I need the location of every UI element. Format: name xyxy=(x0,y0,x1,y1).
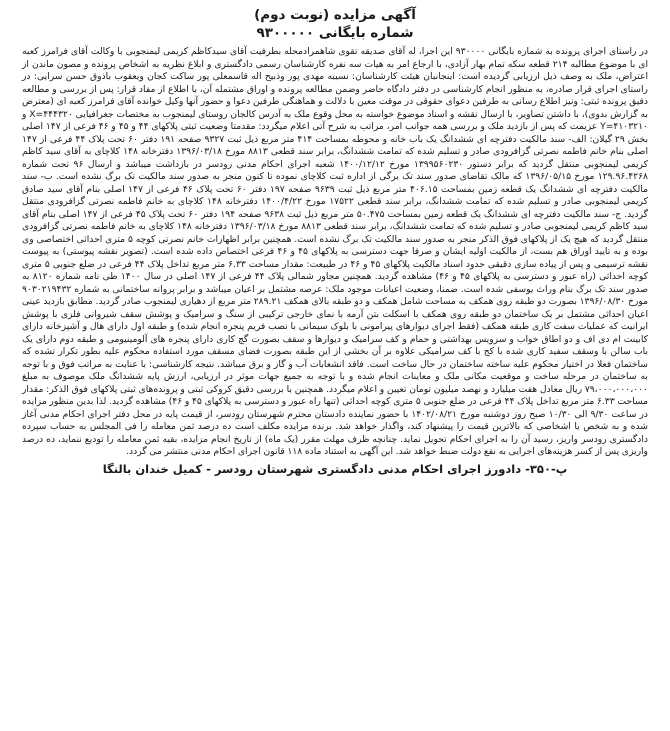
notice-file-number: شماره بایگانی ۹۳۰۰۰۰۰ xyxy=(256,25,414,41)
body-paragraph: در راستای اجرای پرونده به شماره بایگانی ۹۳۰۰۰۰ این اجرا، له آقای صدیقه تقوی شاهمرادمحله بطرفیت آقای سیدکاظم کریمی لیمنجوبی با وکالت آقای فرامرز کعبه ای با موضوع مطالبه ۲۱۴ قطعه سکه تمام بهار آزادی، با ارجاع امر به هیات سه نفره کارشناسان رسمی دادگستری و ابلاغ نظریه به اشخاص پرونده و مصون ماندن از اعتراض، ملک به وصف ذیل ارزیابی گردیده است: اینجانبان هیئت کارشناسان: نسیبه مهدی پور وذبیح اله قاسمعلی پور ساکت کجان ویعقوب باذوق حسن سرایی: در راستای اجرای قرار صادره، به منظور انجام کارشناسی در دفتر دادگاه حاضر وضمن مطالعه پرونده و اوراق مشتمله آن، با اطلاع از مفاد قرار: پس از بررسی و مطالعه دقیق پرونده ثبتی: ونیز اطلاع رسانی به طرفین دعوای حقوقی در موقت معین با دلالت و هماهنگی طرفین دعوا و حضور آنها وکیل خوانده آقای فرامرز کعبه ای (معترض به گزارش بدوی)، با داشتن تصاویر، با ارسال نقشه و اسناد موضوع خواسته به محل وقوع ملک به آدرس کالجان روستای لیمنجوب به مختصات جغرافیایی X=۴۴۴۳۲۰ و Y=۴۱۰۳۲۱۰ عزیمت که پس از بازدید ملک و بررسی همه جوانب امر، مراتب به شرح آتی اعلام میگردد: مقدمتا وضعیت ثبتی پلاکهای ۴۴ و ۴۵ و ۴۶ فرعی از ۱۴۷ اصلی بخش ۲۹ گیلان: الف- سند مالکیت دفترچه ای ششدانگ یک باب خانه و محوطه بمساحت ۴۱۴ متر مربع ذیل ثبت ۹۳۲۷ صفحه ۱۹۱ دفتر ۶۰ تحت پلاک ۴۴ فرعی از ۱۴۷ اصلی بنام خانم فاطمه نصرتی گزافرودی صادر و تسلیم شده که تمامت ششدانگ، برابر سند قطعی ۸۸۱۳ مورخ ۱۳۹۶/۰۳/۱۸ دفترخانه ۱۴۸ کلاچای به آقای سید کاظم کریمی لیمنجوبی منتقل گردید که برابر دستور ۱۳۹۹۵۶۰۲۳۰ مورخ ۱۴۰۰/۱۲/۱۲ شعبه اجرای احکام مدنی رودسر در بازداشت میباشد و ارسال ۹۶ تحت شماره ۱۲۹.۹۶.۴۲۶۸ مورخ ۱۳۹۶/۰۵/۱۵ که مالک تقاضای صدور سند تک برگی از اداره ثبت کلاچای نموده تا کنون منجر به صدور سند مالکیت تک برگ نشده است. ب- سند مالکیت دفترچه ای ششدانگ یک قطعه زمین بمساحت ۴۰۶.۱۵ متر مربع ذیل ثبت ۹۶۳۹ صفحه ۱۹۷ دفتر ۶۰ تحت پلاک ۴۶ فرعی از ۱۴۷ اصلی بنام آقای سید صادق کریمی لیمنجوبی صادر و تسلیم شده که تمامت ششدانگ، برابر سند قطعی ۱۷۵۲۲ مورخ ۱۴۰۰/۴/۲۲ دفترخانه ۱۴۸ کلاچای به خانم فاطمه نصرتی گزافرودی منتقل گردید. ج- سند مالکیت دفترچه ای ششدانگ یک قطعه زمین بمساحت ۵۰.۴۷۵ متر مربع ذیل ثبت ۹۶۳۸ صفحه ۱۹۴ دفتر ۶۰ تحت پلاک ۴۵ فرعی از ۱۴۷ اصلی بنام آقای سید کاظم کریمی لیمنجوبی صادر و تسلیم شده که تمامت ششدانگ، برابر سند قطعی ۸۸۱۳ مورخ ۱۳۹۶/۰۳/۱۸ دفترخانه ۱۴۸ کلاچای به خانم فاطمه نصرتی گزافرودی منتقل گردید که هیچ یک از پلاکهای فوق الذکر منجر به صدور سند مالکیت تک برگ نشده است. همچنین برابر اظهارات خانم نصرتی کوچه ۵ متری احداثی اختصاصی وی بوده و به تایید اوراق هم بست، از مالکیت اولیه ایشان و صرفا جهت دسترسی به پلاکهای ۴۵ و ۴۶ فرعی اختصاص داده شده است. (تصویر نقشه پیوستی) به پیوست نقشه ترسیمی و پس از پیاده سازی دقیقی حدود اسناد مالکیت پلاکهای ۴۵ و ۴۶ در طبیعت: مقدار مساحت ۶.۳۳ متر مربع تداخل پلاک ۴۴ فرعی در ضلع جنوبی ۵ متری کوچه احداثی (راه عبور و دسترسی به پلاکهای ۴۵ و ۴۶) مشاهده گردید. همچنین مجاور شمالی پلاک ۴۴ فرعی از ۱۴۷ اصلی در سال ۱۴۰۰ طی نامه شماره ۸۱۲۰ به صدور سند تک برگ بنام وراث یوسفی شده است. ضمنا، وضعیت اعیانات موجود ملک: عرصه مشتمل بر اعیان میباشد و برابر پروانه ساختمانی به شماره ۹۰۳۰۲۱۹۴۳۲ مورخ ۱۳۹۶/۰۸/۳۰ بصورت دو طبقه روی همکف به مساحت شامل همکف و دو طبقه بالای همکف ۲۸۹.۲۱ متر مربع از دهیاری لیمنجوب صادر گردید. مطابق بازدید عینی اعیان احداثی مشتمل بر یک ساختمان دو طبقه روی همکف با اسکلت بتن آرمه با نمای خارجی ترکیبی از سنگ و سرامیک و پوشش سقف شیروانی فلزی با پوشش ایرانیت که عملیات سفت کاری طبقه همکف (فقط اجرای دیوارهای پیرامونی با بلوک سیمانی با نصب فریم پنجره انجام شده) و طبقه اول دارای هال و آشپزخانه دارای کابینت ام دی اف و دو اطاق خواب و سرویس بهداشتی و حمام و کف سرامیک و دیوارها و سقف بصورت گچ کاری دارای پنجره های آلومینیومی و طبقه دوم دارای یک باب سالن با وسقف سفید کاری شده با کج با کف سرامیکی علاوه بر آن بخشی از این طبقه بصورت فضای مسقف مورد استفاده محکوم علیه بطور تکرار تشده که ساختمان فعلا در اختیار محکوم علیه ساخته ساختمان در حال ساخت است. فاقد انشعابات آب و گاز و برق میباشد. نتیجه کارشناسی: با عنایت به مراتب فوق و با توجه به ساختمان در مرحله ساخت و موقعیت مکانی ملک و معاینات انجام شده و با توجه به جمیع جهات موثر در ارزیابی، ارزش پایه ششدانگ ملک موصوف به مبلغ ۷۹،۰۰۰،۰۰۰،۰۰۰ ریال معادل هفت میلیارد و نهصد میلیون تومان تعیین و اعلام میگردد. همچنین با بررسی دقیق کروکی ثبتی و پرونده‌های ثبتی پلاکهای فوق الذکر: مقدار مساحت ۶.۳۳ متر مربع تداخل پلاک ۴۴ فرعی در ضلع جنوبی ۵ متری کوچه احداثی (تنها راه عبور و دسترسی به پلاکهای ۴۵ و ۴۶) مشاهده گردید. لذا بدین منظور مزایده در ساعت ۹/۳۰ الی ۱۰/۳۰ صبح روز دوشنبه مورخ ۱۴۰۲/۰۸/۲۱ با حضور نماینده دادستان محترم شهرستان رودسر، از قیمت پایه در محل دفتر اجرای احکام مدنی آغاز شده و به شخص یا اشخاصی که بالاترین قیمت را پیشنهاد کند، واگذار خواهد شد. برنده مزایده مکلف است ده درصد ثمن معامله را فی المجلس به حساب سپرده دادگستری رودسر واریز، رسید آن را به اجرای احکام تحویل نماید. چنانچه ظرف مهلت مقرر (یک ماه) از تاریخ انجام مزایده، بقیه ثمن معامله را تودیع ننماید، ده درصد واریزی پس از کسر هزینه‌های اجرایی به نفع دولت ضبط خواهد شد. این آگهی به استناد ماده ۱۱۸ قانون اجرای احکام مدنی منتشر می گردد. xyxy=(22,46,649,457)
notice-signature: پ-۳۵۰- دادورز اجرای احکام مدنی دادگستری شهرستان رودسر - کمیل خندان بالنگا xyxy=(102,461,568,476)
notice-title: آگهی مزایده (نوبت دوم) xyxy=(254,7,416,23)
notice-body xyxy=(22,46,648,459)
